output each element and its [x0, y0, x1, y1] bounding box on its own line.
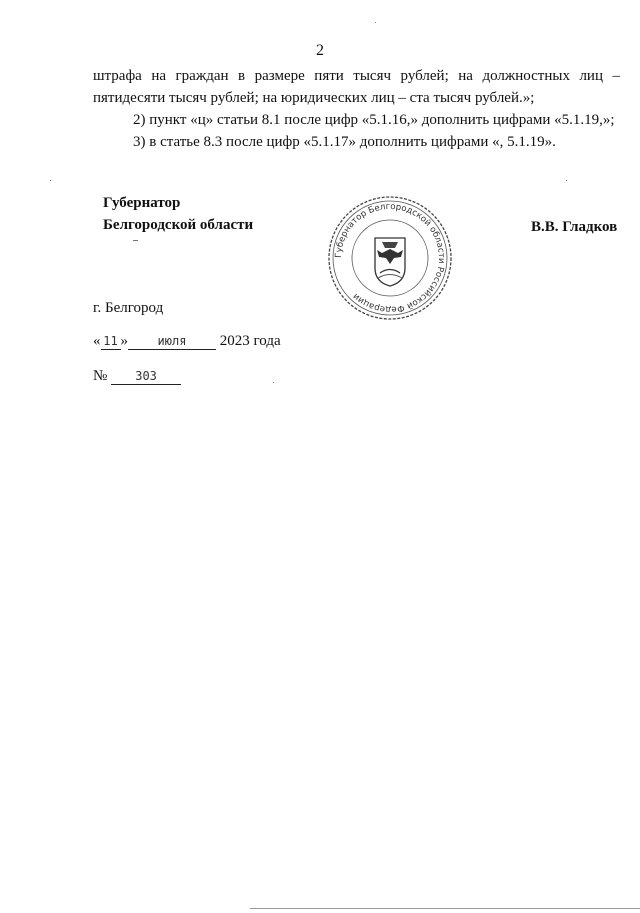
- paragraph-item-3: 3) в статье 8.3 после цифр «5.1.17» дополнить цифрами «, 5.1.19».: [133, 134, 556, 150]
- date-open-quote: «: [93, 333, 101, 349]
- issue-place: г. Белгород: [93, 300, 164, 316]
- paragraph-continuation: штрафа на граждан в размере пяти тысяч рублей; на должностных лиц – пятидесяти тысяч рублей; на юридических лиц – ста тысяч рублей.»;: [93, 68, 620, 106]
- date-month-field: июля: [128, 334, 216, 350]
- signer-name: В.В. Гладков: [531, 219, 618, 235]
- date-close-quote: »: [120, 333, 128, 349]
- scan-speck: [566, 180, 567, 181]
- coat-of-arms-icon: [375, 238, 405, 286]
- paragraph-item-2: 2) пункт «ц» статьи 8.1 после цифр «5.1.16,» дополнить цифрами «5.1.19,»;: [133, 112, 615, 128]
- scan-speck: [375, 22, 376, 23]
- scan-artifact-line: [250, 908, 640, 909]
- scan-speck: [50, 180, 51, 181]
- document-number: [93, 368, 181, 385]
- signer-position: [103, 192, 343, 236]
- seal-text-path: Губернатор Белгородской области Российской Федерации: [333, 201, 447, 315]
- date-year: 2023 года: [219, 333, 281, 349]
- document-number-field: 303: [111, 369, 181, 385]
- issue-date: [93, 333, 281, 350]
- document-body: [93, 65, 620, 153]
- date-day-field: 11: [101, 334, 121, 350]
- page-number: 2: [316, 42, 324, 59]
- signer-position-line-2: Белгородской области: [103, 217, 254, 233]
- signature-mark: [133, 240, 138, 241]
- official-seal: [326, 194, 454, 322]
- number-sign: №: [93, 368, 108, 384]
- scan-speck: [273, 382, 274, 383]
- signer-position-line-1: Губернатор: [103, 195, 181, 211]
